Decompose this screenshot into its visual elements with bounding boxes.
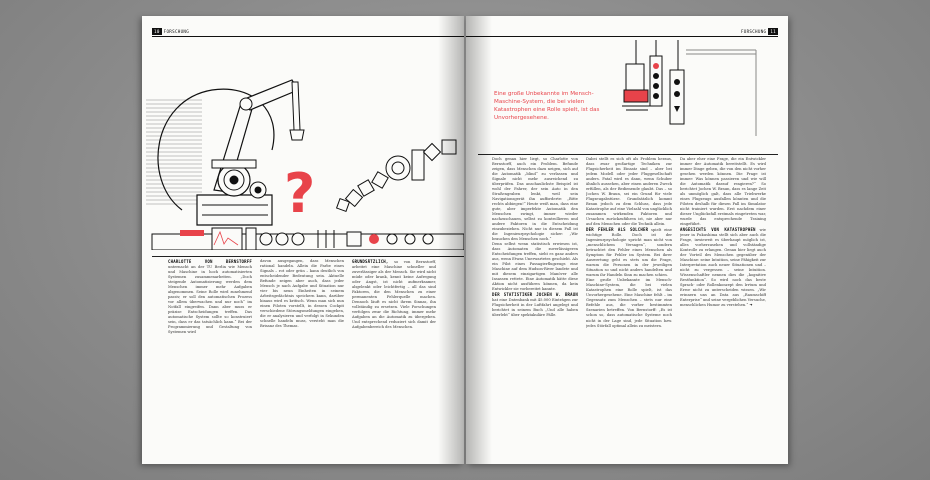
left-column-3 bbox=[352, 259, 436, 441]
left-body-rule bbox=[152, 256, 464, 257]
left-header-rule bbox=[152, 36, 464, 37]
control-panel bbox=[152, 228, 464, 250]
end-arrow-icon: ➜ bbox=[749, 303, 753, 308]
left-column-1 bbox=[168, 259, 252, 441]
robot-illustration bbox=[142, 40, 464, 250]
left-col3-text: so von Bernstorff, arbeitet eine Maschine schneller und zuverlässiger als der Mensch. Sie wird nicht müde oder krank, kennt keine Aufregung oder Angst, ist nicht aufmerksamer, abgelenkt oder leichtfertig – all das sind Faktoren, die den Menschen zu einer permanenten Fehlerquelle machen. Dennoch läuft es nicht ihrem Sinnas, ihn vollständig zu ersetzen. Viele Forschungen verfolgen zwar die Richtung, immer mehr Aufgaben an die Automatik zu übergeben. Und entsprechend reduziert sich damit der Aufgabenbereich des Menschen. bbox=[352, 260, 436, 330]
right-column-2 bbox=[586, 157, 672, 447]
right-col1-caption: DER STATISTIKER JOCHEN W. BRAUN bbox=[492, 292, 578, 298]
signal-lights-illustration bbox=[616, 40, 788, 140]
right-page bbox=[466, 16, 788, 464]
left-page-header bbox=[152, 28, 189, 35]
hatch-pattern bbox=[146, 100, 202, 204]
right-col1-text-a: Doch genau hier liegt, so Charlotte von Bernstorff, auch ein Problem. Befunde zeigen, dass Menschen dazu neigen, sich auf die Automatik „blind“ zu verlassen und Signale nicht mehr ausreichend zu überprüfen. Das anschaulichste Beispiel ist wohl der Fahrer, der sein Auto in den Straßengraben lenkt, weil sein Navigationsgerät ihn aufforderte: „Bitte rechts abbiegen!“ Heute weiß man, dass eine gute, aber imperfekte Automatik den Menschen zwingt, immer wieder nachzuschauen, selbst zu kontrollieren und andere Faktoren in die Entscheidung einzubeziehen. Nicht nur in diesem Fall ist die Ingenieurpsychologie sicher: „Wir brauchen den Menschen noch.“ bbox=[492, 157, 578, 242]
left-col1-lead: CHARLOTTE VON BERNSTORFF bbox=[168, 259, 252, 264]
right-col1-text-c: hat eine Datenbank mit 45.000 Einträgen zur Flugsicherheit in der Luftfahrt angelegt und berichtet in seinem Buch „Und alle haben überlebt“ über spektakuläre Fälle. bbox=[492, 298, 578, 318]
right-column-1 bbox=[492, 157, 578, 447]
right-col3-caption: ANGESICHTS VON KATASTROPHEN bbox=[680, 227, 756, 233]
right-col1-text-b: Denn selbst wenn statistisch erwiesen ist, dass Automaten die zuverlässigeren Entscheidungen treffen, sieht es ganz anders aus, wenn Etwas Unerwartetes geschieht. Als ein Pilot eines Passagierflugzeugs eine Maschine auf dem Hudson-River landete und mit diesem einzigartigen Manöver alle Insassen rettete. Eine Automatik hätte diese Aktion nicht ausführen können, da kein Entwickler sie vorbereitet kannte. bbox=[492, 242, 578, 292]
left-page bbox=[142, 16, 464, 464]
right-page-number: 11 bbox=[770, 29, 776, 34]
left-col3-lead: GRUNDSÄTZLICH, bbox=[352, 259, 389, 264]
right-col3-text-b: wie jener in Fukushima stellt sich aber auch die Frage, inwieweit es überhaupt möglich ist, alles vorherzusehen und vollständige Kontrolle zu erlangen. Genau hier liegt auch der Vorteil des Menschen gegenüber der Maschine: seine Intuition, seine Fähigkeit zur Interpretation auch neuer Situationen und – nicht zu vergessen – seine Intuition. Wissenschaftler nennen dies die „kognitive Restfunktion“. So wird noch das beste Sprach- oder Rollenkonzept den Irrtum und Error nicht zu unterscheiden wissen. „Wir erinnern uns an Data aus „Raumschiff Enterprise“ und seine vergeblichen Versuche, menschlichen Humor zu verstehen.“ bbox=[680, 228, 766, 308]
right-col3-text-a: Da aber eher eine Frage, die ein Entwickler immer der Automatik bereitstellt. Es wird immer Dinge geben, die von den nicht vorher gesehen werden können. Die Frage ist immer: Was können passieren und wie will die Automatik darauf reagieren?“ So berichtet Jochen W. Braun, dass es lange Zeit als unmöglich galt, dass alle Triebwerke eines Flugzeugs ausfallen könnten und die Piloten deshalb für diesen Fall im Simulator nicht trainiert wurden. Erst nachdem einer dieser Unglücksfall erstmals eingetreten war, wurde das entsprechende Training eingeführt. bbox=[680, 157, 766, 227]
left-col1-text: unternacht an der TU Berlin wie Mensch und Maschine in hoch automatisierten Systemen zusammenarbeiten. „Doch steigende Automatisierung werden dem Menschen immer mehr Aufgaben abgenommen. Seine Rolle wird zunehmend passiv, er soll den automatischen Prozess vor allem überwachen und nur noch“ im Notfall eingreifen. Dann aber muss er präzise Entscheidungen treffen. Das automatische System sollte so konstruiert sein, dass er das tatsächlich kann.“ Bei der Programmierung und Gestaltung von Systemen wird bbox=[168, 265, 252, 335]
left-section-label: FORSCHUNG bbox=[163, 29, 190, 34]
left-column-2 bbox=[260, 259, 344, 441]
pull-quote: Eine große Unbekannte im Mensch-Maschine-System, die bei vielen Katastrophen eine Rolle spielt, ist das Unvorhergesehene. bbox=[494, 91, 600, 121]
right-col2-text-b: spielt eine wichtige Rolle. Doch ist der Ingenieurpsychologie spricht man nicht von „menschlichem Versagen“, sondern betrachtet den Fehler eines Menschen als Symptom für Fehler im System. Bei ihrer Auswertung geht es stets um die Frage, warum die Personen in der jeweiligen Situation so und nicht anders handelten und warum ihr Handeln Sinn zu machen schien. bbox=[586, 228, 672, 278]
right-col2-caption: DER FEHLER ALS SOLCHER bbox=[586, 227, 649, 233]
right-section-label: FORSCHUNG bbox=[740, 29, 767, 34]
left-col2-text: davon ausgegangen, dass Menschen rational handeln. Allein die Farbe eines Signals – rot oder grün – kann deutlich von entscheidender Bedeutung sein. Aktuelle Befunde zeigen aber auch, dass jeder Mensch je nach Aufgabe und Situation nur vier bis neun Einheiten in seinem Arbeitsgedächtnis speichern kann, darüber hinaus wird es kritisch. Wenn man sich nun einen Piloten vorstellt, in dessen Cockpit verschiedene Störungsmeldungen eingehen, die er analysieren und verfolgt in Sekunden schnelle handeln muss, versteht man die Brisanz des Themas. bbox=[260, 259, 344, 329]
right-column-3 bbox=[680, 157, 766, 447]
right-col2-text-a: Dabei stellt es sich oft als Problem heraus, dass zwar großartige Techniken zur Flugsicherheit im Einsatz sind – aber bei jedem Modell oder jeder Fluggesellschaft anders. Fatal wird es dann, wenn Schuber ähnlich aussehen, aber einen anderen Zweck erfüllen, als der Bedienende glaubt. Das – so Jochen W. Braun, sei ein Grund für viele Flugzeugabstürze. Grundsätzlich kommt Braun jedoch zu dem Schluss, dass jede Katastrophe auf eine Vielzahl von unglücklich zusammen wirkenden Faktoren und Ursachen zurückzuführen ist, nie aber nur auf den Menschen oder die Technik allein. bbox=[586, 157, 672, 227]
right-page-header bbox=[741, 28, 778, 35]
left-page-number: 10 bbox=[154, 29, 160, 34]
question-mark: ? bbox=[284, 162, 316, 225]
right-body-rule bbox=[478, 154, 778, 155]
right-gutter-shadow bbox=[466, 16, 492, 464]
right-col2-text-c: Eine große Unbekannte im Mensch-Maschine-System, die bei vielen Katastrophen eine Rolle spielt, ist das Unvorhergesehene. Eine Maschine fehlt – im Gegensatz zum Menschen – stets nur eine Befehle aus, die vorher bestimmten Szenarien betreffen. Von Bernstorff: „Es ist schon so, dass automatische Systeme noch nicht in der Lage sind, jede Situation bzw. jedes Störfall optimal allein zu meistern. bbox=[586, 278, 672, 328]
right-header-rule bbox=[466, 36, 778, 37]
